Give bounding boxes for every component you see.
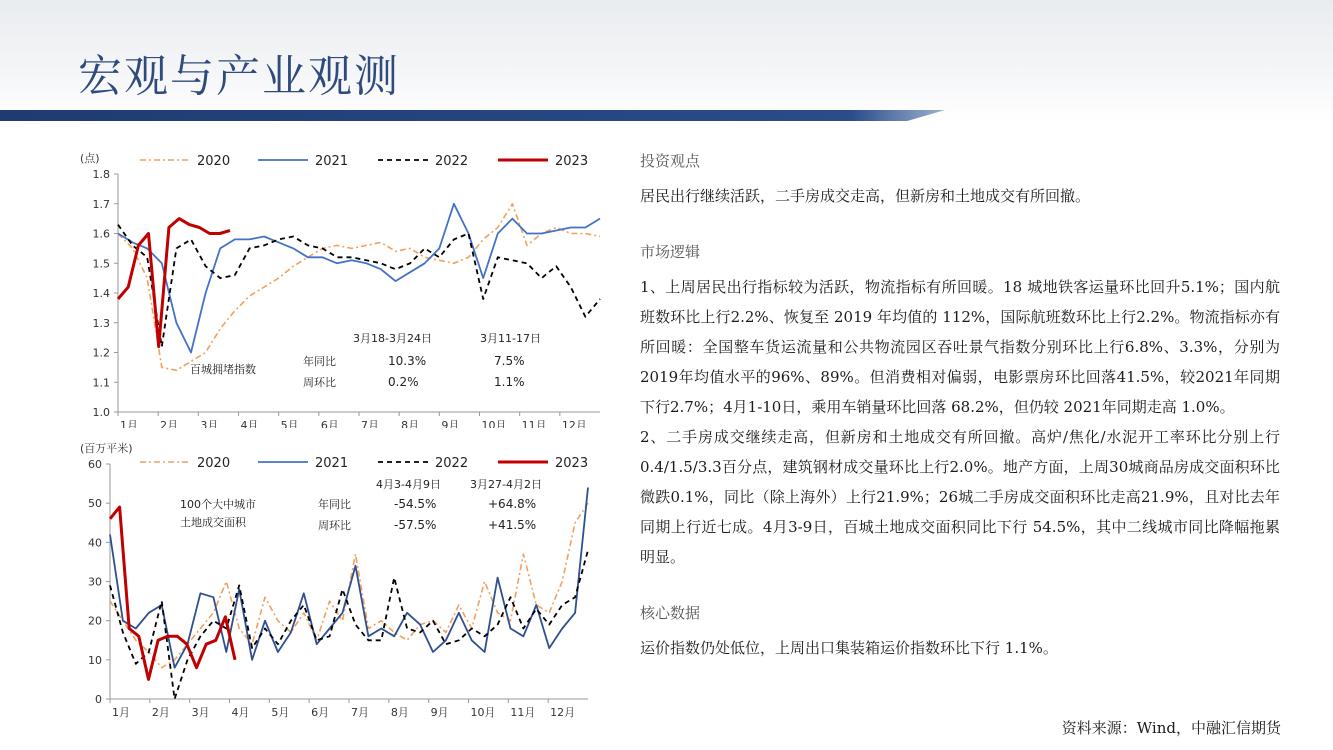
x-tick-label: 8月 (401, 419, 420, 428)
legend-label-2023: 2023 (555, 456, 589, 471)
land-transaction-chart (78, 432, 613, 722)
logic-paragraph-1: 1、上周居民出行指标较为活跃，物流指标有所回暖。18 城地铁客运量环比回升5.1%；国内航班数环比上行2.2%、恢复至 2019 年均值的 112%，国际航班数环比上行2.2%。物流指标亦有所回暖：全国整车货运流量和公共物流园区吞吐景气指数分别环比上行6.8%、3.3%，分别为2019年均值水平的96%、89%。但消费相对偏弱，电影票房环比回落41.5%，较2021年同期下行2.7%；4月1-10日，乘用车销量环比回落 68.2%，但仍较 2021年同期走高 1.0%。 (640, 278, 1280, 416)
y-axis-unit-label: (点) (80, 152, 100, 165)
y-tick-label: 1.2 (92, 346, 110, 360)
page-title: 宏观与产业观测 (78, 51, 400, 102)
annotation-row2-value1: -57.5% (394, 518, 437, 532)
x-tick-label: 2月 (160, 419, 179, 428)
y-tick-label: 30 (88, 575, 102, 589)
x-tick-label: 3月 (191, 706, 210, 719)
annotation-series-name-line2: 土地成交面积 (180, 516, 246, 529)
annotation-col1-header: 3月18-3月24日 (353, 332, 432, 345)
x-tick-label: 10月 (481, 419, 507, 428)
y-tick-label: 1.3 (92, 316, 110, 330)
x-tick-label: 5月 (271, 706, 290, 719)
y-tick-label: 1.0 (92, 406, 110, 419)
annotation-series-name: 百城拥堵指数 (190, 363, 256, 376)
annotation-row2-value2: +41.5% (488, 518, 537, 532)
annotation-row2-label: 周环比 (303, 376, 336, 389)
annotation-row1-label: 年同比 (303, 355, 336, 368)
annotation-row2-value1: 0.2% (388, 375, 419, 389)
commentary-panel (640, 150, 1280, 663)
annotation-series-name-line1: 100个大中城市 (180, 498, 256, 511)
annotation-row1-value2: 7.5% (494, 354, 525, 368)
x-tick-label: 5月 (280, 419, 299, 428)
annotation-row1-value1: 10.3% (388, 354, 427, 368)
y-tick-label: 1.6 (92, 227, 110, 241)
x-tick-label: 7月 (361, 419, 379, 428)
x-tick-label: 10月 (470, 706, 496, 719)
y-tick-label: 1.8 (92, 168, 110, 181)
core-text: 运价指数仍处低位，上周出口集装箱运价指数环比下行 1.1%。 (640, 639, 1058, 657)
section-heading-logic: 市场逻辑 (640, 243, 701, 261)
x-tick-label: 4月 (240, 419, 259, 428)
y-tick-label: 20 (88, 614, 102, 628)
congestion-index-chart (78, 128, 613, 428)
section-heading-view: 投资观点 (640, 152, 701, 170)
legend-label-2020: 2020 (197, 154, 231, 169)
y-tick-label: 1.4 (92, 287, 110, 300)
section-heading-core: 核心数据 (640, 604, 701, 622)
title-underline-bar (0, 110, 945, 121)
annotation-row2-value2: 1.1% (494, 375, 525, 389)
x-tick-label: 9月 (430, 706, 449, 719)
x-tick-label: 1月 (120, 419, 138, 428)
x-tick-label: 4月 (231, 706, 250, 719)
annotation-col2-header: 3月11-17日 (480, 332, 541, 345)
charts-panel (78, 128, 613, 718)
legend-label-2020: 2020 (197, 456, 231, 471)
annotation-row1-label: 年同比 (318, 498, 351, 511)
x-tick-label: 7月 (351, 706, 369, 719)
x-tick-label: 1月 (112, 706, 130, 719)
y-tick-label: 1.5 (92, 257, 110, 271)
y-tick-label: 1.1 (92, 376, 110, 390)
y-tick-label: 50 (88, 497, 102, 511)
y-tick-label: 60 (88, 458, 102, 471)
view-text: 居民出行继续活跃，二手房成交走高，但新房和土地成交有所回撤。 (640, 187, 1091, 205)
legend-label-2023: 2023 (555, 154, 589, 169)
y-tick-label: 10 (88, 653, 102, 667)
series-line-2020 (118, 204, 600, 371)
series-line-2022 (118, 225, 600, 347)
y-tick-label: 1.7 (92, 197, 110, 211)
annotation-row1-value1: -54.5% (394, 497, 437, 511)
legend-label-2021: 2021 (315, 456, 349, 471)
x-tick-label: 12月 (550, 706, 576, 719)
x-tick-label: 11月 (510, 706, 536, 719)
series-line-2023 (118, 219, 230, 347)
annotation-row1-value2: +64.8% (488, 497, 537, 511)
x-tick-label: 3月 (200, 419, 219, 428)
x-tick-label: 9月 (441, 419, 460, 428)
x-tick-label: 8月 (390, 706, 409, 719)
x-tick-label: 2月 (151, 706, 170, 719)
annotation-col2-header: 3月27-4月2日 (470, 478, 542, 491)
x-tick-label: 11月 (521, 419, 547, 428)
legend-label-2021: 2021 (315, 154, 349, 169)
annotation-col1-header: 4月3-4月9日 (376, 478, 441, 491)
source-note: 资料来源：Wind，中融汇信期货 (1061, 719, 1281, 737)
y-tick-label: 40 (88, 536, 102, 550)
y-tick-label: 0 (95, 693, 102, 706)
x-tick-label: 6月 (311, 706, 330, 719)
x-tick-label: 12月 (561, 419, 587, 428)
annotation-row2-label: 周环比 (318, 519, 351, 532)
x-tick-label: 6月 (320, 419, 339, 428)
logic-paragraph-2: 2、二手房成交继续走高，但新房和土地成交有所回撤。高炉/焦化/水泥开工率环比分别上行0.4/1.5/3.3百分点，建筑钢材成交量环比上行2.0%。地产方面，上周30城商品房成交面积环比微跌0.1%，同比（除上海外）上行21.9%；26城二手房成交面积环比走高21.9%，且对比去年同期上行近七成。4月3-9日，百城土地成交面积同比下行 54.5%，其中二线城市同比降幅拖累明显。 (640, 428, 1280, 566)
legend-label-2022: 2022 (435, 456, 469, 471)
legend-label-2022: 2022 (435, 154, 469, 169)
series-line-2022 (110, 550, 588, 699)
y-axis-unit-label: (百万平米) (80, 442, 133, 455)
